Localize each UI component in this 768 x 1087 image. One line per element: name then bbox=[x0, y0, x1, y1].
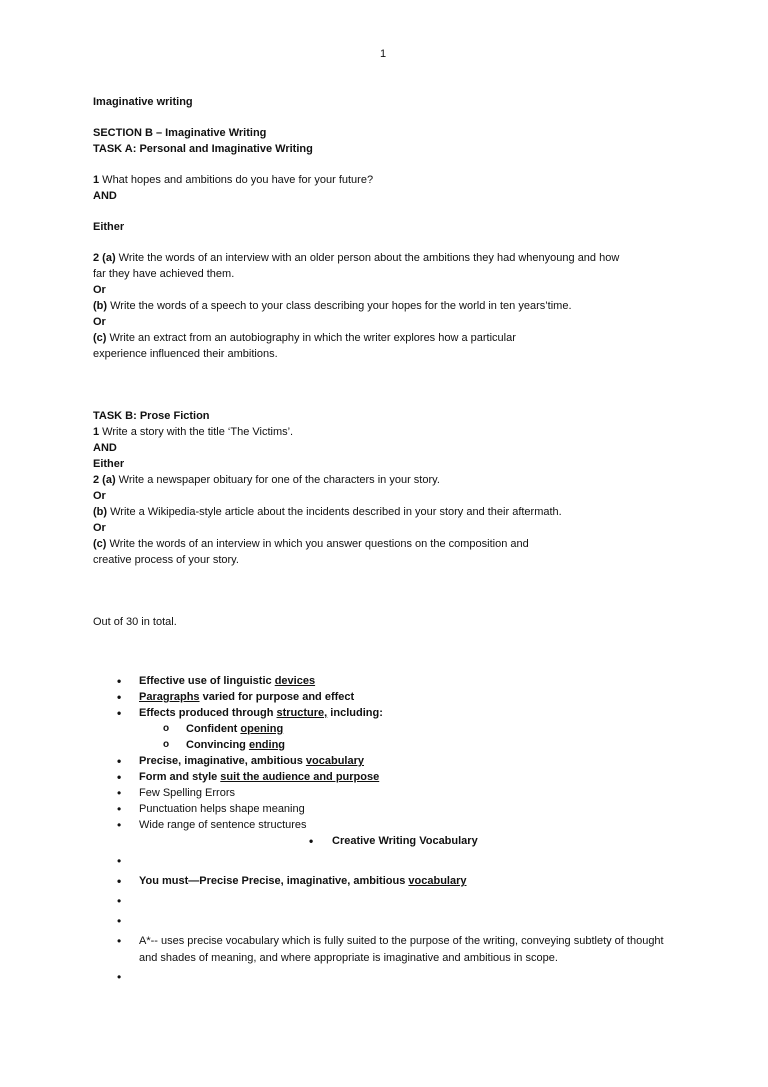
task-a-question-2a-cont: far they have achieved them. bbox=[93, 268, 235, 280]
sub-list-item: o Convincing ending bbox=[93, 737, 693, 753]
section-heading: SECTION B – Imaginative Writing bbox=[93, 127, 267, 139]
empty-list-item bbox=[93, 969, 693, 985]
total-marks: Out of 30 in total. bbox=[93, 616, 177, 628]
list-item: • Punctuation helps shape meaning bbox=[93, 801, 693, 817]
criteria-list bbox=[93, 673, 693, 985]
task-b-question-2c-cont: creative process of your story. bbox=[93, 554, 239, 566]
sub-list-item: o Confident opening bbox=[93, 721, 693, 737]
task-a-question-2b: (b) Write the words of a speech to your class describing your hopes for the world in ten years’time. bbox=[93, 300, 572, 312]
list-item: • Effects produced through structure, including: bbox=[93, 705, 693, 721]
list-item: • Paragraphs varied for purpose and effect bbox=[93, 689, 693, 705]
list-item: • Effective use of linguistic devices bbox=[93, 673, 693, 689]
task-b-question-1: 1 Write a story with the title ‘The Victims’. bbox=[93, 426, 294, 438]
task-a-either: Either bbox=[93, 221, 125, 233]
task-b-question-2a: 2 (a) Write a newspaper obituary for one of the characters in your story. bbox=[93, 474, 440, 486]
document-body bbox=[93, 94, 683, 630]
task-b-or-1: Or bbox=[93, 490, 106, 502]
list-item: • You must—Precise Precise, imaginative, ambitious vocabulary bbox=[93, 873, 693, 889]
task-a-question-1: 1 What hopes and ambitions do you have for your future? bbox=[93, 174, 374, 186]
empty-list-item bbox=[93, 913, 693, 929]
list-item: • Few Spelling Errors bbox=[93, 785, 693, 801]
task-a-question-2a: 2 (a) Write the words of an interview with an older person about the ambitions they had whenyoung and how bbox=[93, 252, 620, 264]
task-a-question-2c-cont: experience influenced their ambitions. bbox=[93, 348, 278, 360]
task-b-or-2: Or bbox=[93, 522, 106, 534]
task-a-question-2c: (c) Write an extract from an autobiography in which the writer explores how a particular bbox=[93, 332, 516, 344]
doc-title: Imaginative writing bbox=[93, 96, 193, 108]
page-number: 1 bbox=[380, 48, 387, 60]
task-b-either: Either bbox=[93, 458, 125, 470]
vocabulary-heading: • Creative Writing Vocabulary bbox=[93, 833, 693, 849]
task-b-question-2b: (b) Write a Wikipedia-style article about the incidents described in your story and their aftermath. bbox=[93, 506, 562, 518]
task-a-and: AND bbox=[93, 190, 117, 202]
list-item: • Wide range of sentence structures bbox=[93, 817, 693, 833]
task-b-question-2c: (c) Write the words of an interview in which you answer questions on the composition and bbox=[93, 538, 529, 550]
task-a-or-2: Or bbox=[93, 316, 106, 328]
list-item: • Form and style suit the audience and purpose bbox=[93, 769, 693, 785]
task-b-and: AND bbox=[93, 442, 117, 454]
empty-list-item bbox=[93, 853, 693, 869]
list-item: • A*-- uses precise vocabulary which is fully suited to the purpose of the writing, conveying subtlety of thought and shades of meaning, and where appropriate is imaginative and ambitious in scope. bbox=[93, 933, 679, 967]
task-a-heading: TASK A: Personal and Imaginative Writing bbox=[93, 143, 313, 155]
task-a-or-1: Or bbox=[93, 284, 106, 296]
task-b-heading: TASK B: Prose Fiction bbox=[93, 410, 210, 422]
empty-list-item bbox=[93, 893, 693, 909]
list-item: • Precise, imaginative, ambitious vocabulary bbox=[93, 753, 693, 769]
